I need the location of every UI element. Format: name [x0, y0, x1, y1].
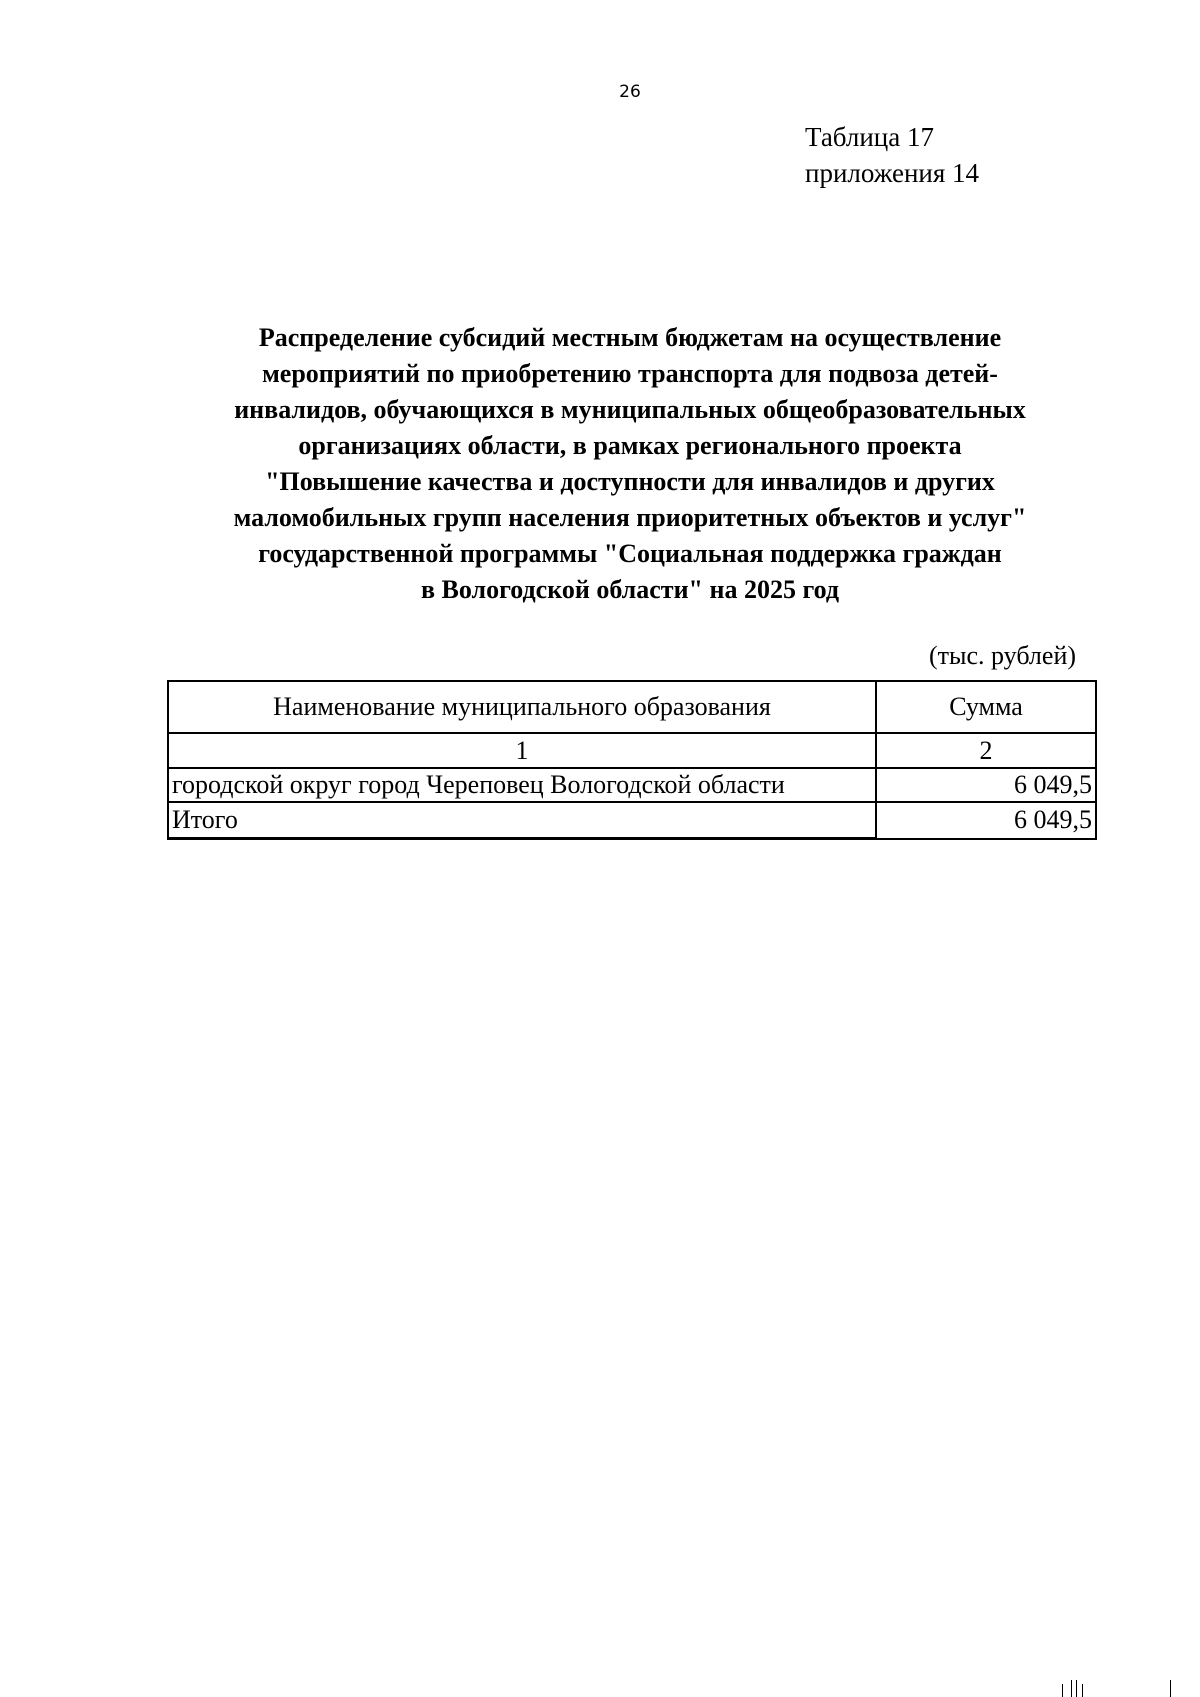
- title-line: мероприятий по приобретению транспорта для подвоза детей-: [262, 359, 998, 388]
- title-line: инвалидов, обучающихся в муниципальных общеобразовательных: [234, 395, 1026, 424]
- title-line: Распределение субсидий местным бюджетам на осуществление: [258, 323, 1002, 352]
- units-label: (тыс. рублей): [929, 641, 1077, 670]
- municipality-name: городской округ город Череповец Вологодской области: [168, 768, 876, 802]
- header-municipality: Наименование муниципального образования: [168, 681, 876, 733]
- subsidy-table: [167, 680, 1097, 840]
- scan-artifact: [1076, 1680, 1077, 1697]
- total-row: [168, 802, 1096, 839]
- scan-artifact: [1062, 1684, 1063, 1697]
- table-row: [168, 768, 1096, 802]
- document-title: [170, 320, 1090, 608]
- table-header-row: [168, 681, 1096, 733]
- appendix-number: приложения 14: [805, 158, 980, 188]
- column-number: 1: [168, 733, 876, 768]
- column-number: 2: [876, 733, 1096, 768]
- total-label: Итого: [168, 802, 876, 839]
- amount-value: 6 049,5: [876, 768, 1096, 802]
- table-number: Таблица 17: [805, 122, 934, 152]
- scan-artifact: [1071, 1680, 1072, 1697]
- appendix-reference: [805, 119, 979, 191]
- title-line: организациях области, в рамках регионального проекта: [298, 431, 962, 460]
- header-amount: Сумма: [876, 681, 1096, 733]
- title-line: маломобильных групп населения приоритетных объектов и услуг": [233, 503, 1027, 532]
- title-line: "Повышение качества и доступности для инвалидов и других: [265, 467, 995, 496]
- column-number-row: [168, 733, 1096, 768]
- title-line: государственной программы "Социальная поддержка граждан: [258, 539, 1002, 568]
- total-amount: 6 049,5: [876, 802, 1096, 839]
- scan-artifact: [1170, 1680, 1171, 1697]
- scan-artifact: [1082, 1684, 1083, 1697]
- page-number: 26: [619, 82, 641, 102]
- title-line: в Вологодской области" на 2025 год: [420, 575, 840, 604]
